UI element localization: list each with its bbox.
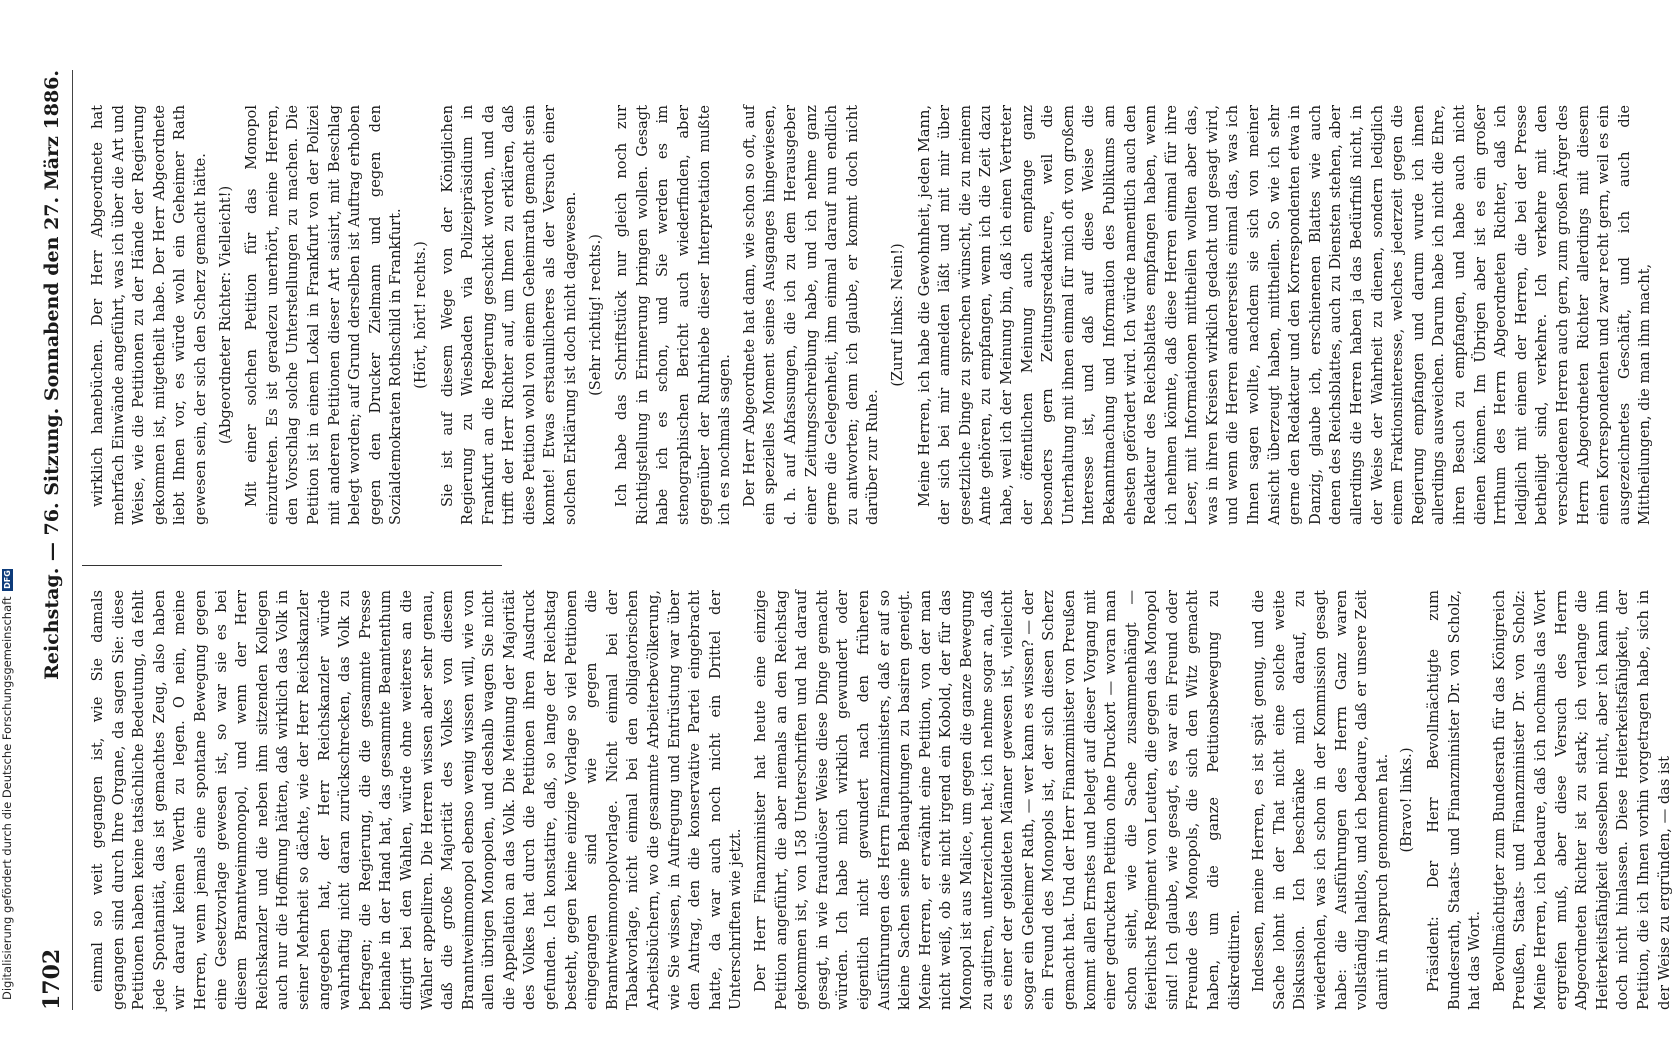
interjection: (Abgeordneter Richter: Vielleicht!) <box>216 185 234 445</box>
right-column <box>88 105 1654 525</box>
interjection: (Zuruf links: Nein!) <box>888 243 906 387</box>
paragraph: Indessen, meine Herren, es ist spät genug, und die Sache lohnt in der That nicht eine solche weite Diskussion. Ich beschränke mich darauf, zu wiederholen, was ich schon in der Kommission gesagt habe: die Ausführungen des Herrn Ganz waren vollständig haltlos, und ich bedaure, daß er unsere Zeit damit in Anspruch genommen hat. <box>1250 590 1391 1010</box>
paragraph: Meine Herren, ich habe die Gewohnheit, jeden Mann, der sich bei mir anmelden läßt und mit mir über gesetzliche Dinge zu sprechen wünscht, die zu meinem Amte gehören, zu empfangen, wenn ich die Zeit dazu habe, weil ich der Meinung bin, daß ich einen Vertreter der öffentlichen Meinung auch empfange ganz besonders gern Zeitungsredakteure, weil die Unterhaltung mit ihnen einmal für mich oft von großem Interesse ist, und daß auf diese Weise die Bekanntmachung und Information des Publikums am ehesten gefördert wird. Ich würde namentlich auch den Redakteur des Reichsblattes empfangen haben, wenn ich nehmen könnte, daß diese Herren einmal für ihre Leser, mit Informationen mittheilen wollten aber das, was in ihren Kreisen wirklich gedacht und gesagt wird, und wenn die Herren andererseits einmal das, was ich Ihnen sagen wollte, nachdem sie sich von meiner Ansicht überzeugt haben, mittheilen. So wie ich sehr gerne den Redakteur und den Korrespondenten etwa in Danzig, glaube ich, erschienenen Blattes wie auch denen des Reichsblattes, auch zu Diensten stehen, aber allerdings die Herren haben ja das Bedürfniß nicht, in der Weise der Wahrheit zu dienen, sondern lediglich einem Fraktionsinteresse, welches jederzeit gegen die Regierung empfangen und darum wurde ich ihnen allerdings ausweichen. Darum habe ich nicht die Ehre, ihren Besuch zu empfangen, und habe auch nicht dienen können. Im Übrigen aber ist es ein großer Irrthum des Herrn Abgeordneten Richter, daß ich lediglich mit einem der Herren, die bei der Presse betheiligt sind, verkehre. Ich verkehre mit den verschiedenen Herren auch gern, zum großen Ärger des Herrn Abgeordneten Richter allerdings mit diesem einen Korrespondenten und zwar recht gern, weil es ein ausgezeichnetes Geschäft, und ich auch die Mittheilungen, die man ihm macht, <box>915 105 1654 525</box>
credit-text: Digitalisierung gefördert durch die Deutsche Forschungsgemeinschaft <box>0 596 14 1000</box>
interjection: (Hört, hört! rechts.) <box>411 241 429 389</box>
left-column <box>88 590 1673 1010</box>
column-divider <box>82 565 502 566</box>
paragraph: Sie ist auf diesem Wege von der Königlichen Regierung zu Wiesbaden via Polizeipräsidium in Frankfurt an die Regierung geschickt worden, und da trifft der Herr Richter auf, um Ihnen zu erklären, daß diese Petition wohl von einem Geheimrath gemacht sein konnte! Etwas erstaunlicheres als der Versuch einer solchen Erklärung ist doch nicht dagewesen. <box>438 105 580 525</box>
interjection: (Sehr richtig! rechts.) <box>586 234 604 396</box>
paragraph: Der Herr Finanzminister hat heute eine einzige Petition angeführt, die aber niemals an den Reichstag gekommen ist, von 158 Unterschriften und hat darauf gesagt, in wie fraudulöser Weise diese Dinge gemacht würden. Ich habe mich wirklich gewundert oder eigentlich nicht gewundert nach den früheren Ausführungen des Herrn Finanzministers, daß er auf so kleine Sachen seine Behauptungen zu basiren geneigt. Meine Herren, er erwähnt eine Petition, von der man nicht weiß, ob sie nicht irgend ein Kobold, der für das Monopol ist aus Malice, um gegen die ganze Bewegung zu agitiren, unterzeichnet hat; ich nehme sogar an, daß es einer der gebildeten Männer gewesen ist, vielleicht sogar ein Geheimer Rath, — wer kann es wissen? — der ein Freund des Monopols ist, der sich diesen Scherz gemacht hat. Und der Herr Finanzminister von Preußen kommt allen Ernstes und belegt auf dieser Vorgang mit einer gedruckten Petition ohne Druckort — woran man schon sieht, wie die Sache zusammenhängt — feierlichst Regiment von Leuten, die gegen das Monopol sind! Ich glaube, wie gesagt, es war ein Freund oder Freunde des Monopols, die sich den Witz gemacht haben, um die ganze Petitionsbewegung zu diskreditiren. <box>752 590 1243 1010</box>
page-number: 1702 <box>39 948 65 1010</box>
paragraph: Mit einer solchen Petition für das Monopol einzutreten. Es ist geradezu unerhört, meine Herren, den Vorschlag solche Unterstellungen zu machen. Die Petition ist in einem Lokal in Frankfurt von der Polizei mit anderen Petitionen dieser Art saisirt, mit Beschlag belegt worden; auf Grund derselben ist Auftrag erhoben gegen den Drucker Zielmann und gegen den Sozialdemokraten Rothschild in Frankfurt. <box>243 105 405 525</box>
paragraph: Der Herr Abgeordnete hat dann, wie schon so oft, auf ein spezielles Moment seines Ausganges hingewiesen, d. h. auf Abfassungen, die ich zu dem Herausgeber einer Zeitungsschreibung habe, und ich nehme ganz gerne die Gelegenheit, ihm einmal darauf nun endlich zu antworten; denn ich glaube, er kommt doch nicht darüber zur Ruhe. <box>740 105 882 525</box>
page-title: Reichstag. — 76. Sitzung. Sonnabend den 27. März 1886. <box>41 70 63 680</box>
document-page <box>12 40 1673 1040</box>
paragraph: Ich habe das Schriftstück nur gleich noch zur Richtigstellung in Erinnerung bringen wollen. Gesagt habe ich es schon, und Sie werden es im stenographischen Bericht auch wiederfinden, aber gegenüber der Ruhrhiebe dieser Interpretation mußte ich es nochmals sagen. <box>613 105 734 525</box>
footer-strip <box>0 0 16 1000</box>
paragraph: wirklich hanebüchen. Der Herr Abgeordnete hat mehrfach Einwände angeführt, was ich über die Art und Weise, wie die Petitionen zu der Hände der Regierung gekommen ist, mitgetheilt habe. Der Herr Abgeordnete liebt Ihnen vor, es würde wohl ein Geheimer Rath gewesen sein, der sich den Scherz gemacht hätte. <box>89 105 209 525</box>
digitization-credit <box>0 40 14 1000</box>
paragraph: Präsident: Der Herr Bevollmächtigte zum Bundesrath, Staats- und Finanzminister Dr. von Scholz, hat das Wort. <box>1425 590 1484 1010</box>
paragraph: Bevollmächtigter zum Bundesrath für das Königreich Preußen, Staats- und Finanzminister Dr. von Scholz: Meine Herren, ich bedaure, daß ich nochmals das Wort ergreifen muß, aber diese Versuch des Herrn Abgeordneten Richter ist zu stark; ich verlange die Heiterkeitsfähigkeit desselben nicht, aber ich kann ihn doch nicht hinlassen. Diese Heiterkeitsfähigkeit, der Petition, die ich Ihnen vorhin vorgetragen habe, sich in der Weise zu ergründen, — das ist <box>1490 590 1673 1010</box>
paragraph: einmal so weit gegangen ist, wie Sie damals gegangen sind durch Ihre Organe, da sagen Sie: diese Petitionen haben keine tatsächliche Bedeutung, da fehlt jede Spontanität, das ist gemachtes Zeug, also haben wir darauf keinen Werth zu legen. O nein, meine Herren, wenn jemals eine spontane Bewegung gegen eine Gesetzvorlage gewesen ist, so war sie es bei diesem Branntweinmonopol, und wenn der Herr Reichskanzler und die neben ihm sitzenden Kollegen auch nur die Hoffnung hätten, daß wirklich das Volk in seiner Mehrheit so dächte, wie der Herr Reichskanzler angegeben hat, der Herr Reichskanzler würde wahrhaftig nicht daran zurückschrecken, das Volk zu befragen; die Regierung, die die gesammte Presse beinahe in der Hand hat, das gesammte Beamtenthum dirigirt bei den Wahlen, würde ohne weiteres an die Wähler appelliren. Die Herren wissen aber sehr genau, daß die große Majorität des Volkes von diesem Branntweinmonopol ebenso wenig wissen will, wie von allen übrigen Monopolen, und deshalb wagen Sie nicht die Appellation an das Volk. Die Meinung der Majorität des Volkes hat durch die Petitionen ihren Ausdruck gefunden. Ich konstatire, daß, so lange der Reichstag besteht, gegen keine einzige Vorlage so viel Petitionen eingegangen sind wie gegen die Branntweinmonopolvorlage. Nicht einmal bei der Tabakvorlage, nicht einmal bei den obligatorischen Arbeitsbüchern, wo die gesammte Arbeiterbevölkerung, wie Sie wissen, in Aufregung und Entrüstung war über den Antrag, den die konservative Partei eingebracht hatte, da war auch noch nicht ein Drittel der Unterschriften wie jetzt. <box>89 590 745 1010</box>
page-header <box>32 70 73 1010</box>
dfg-logo-icon: DFG <box>2 570 12 589</box>
interjection: (Bravo! links.) <box>1398 747 1416 853</box>
